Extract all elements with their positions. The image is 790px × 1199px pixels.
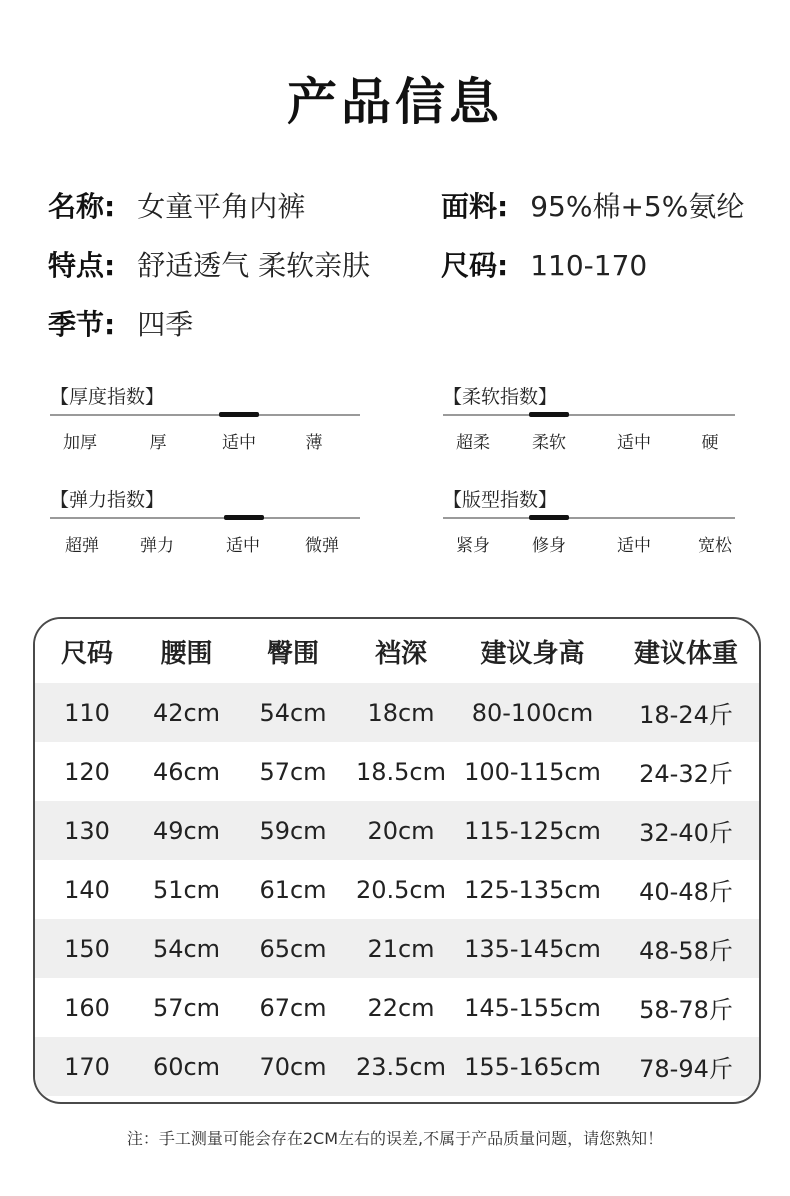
table-cell: 42cm — [152, 698, 221, 727]
softness-index-scale — [443, 414, 735, 416]
thickness-option-2: 厚 — [149, 433, 167, 453]
table-cell: 78-94斤 — [639, 1055, 733, 1083]
thickness-index-title: 【厚度指数】 — [50, 386, 165, 408]
fabric-label: 面料: — [441, 190, 509, 223]
thickness-index-scale — [50, 414, 360, 416]
fit-option-1: 紧身 — [456, 536, 490, 556]
thickness-option-4: 薄 — [305, 433, 323, 453]
thickness-index-marker — [219, 412, 259, 417]
table-cell: 100-115cm — [464, 757, 601, 786]
table-cell: 20cm — [367, 816, 435, 845]
elasticity-option-4: 微弹 — [305, 536, 339, 556]
thickness-option-1: 加厚 — [63, 433, 97, 453]
table-cell: 57cm — [152, 993, 221, 1022]
season-value: 四季 — [137, 308, 194, 341]
softness-index-title: 【柔软指数】 — [443, 386, 558, 408]
table-cell: 58-78斤 — [639, 996, 733, 1024]
header-height: 建议身高 — [480, 638, 585, 669]
table-cell: 57cm — [259, 757, 327, 786]
table-cell: 59cm — [259, 816, 327, 845]
thickness-option-3: 适中 — [222, 433, 256, 453]
table-cell: 20.5cm — [355, 875, 446, 904]
elasticity-index-scale — [50, 517, 360, 519]
thickness-index — [50, 382, 360, 458]
table-cell: 40-48斤 — [639, 878, 733, 906]
feature-value: 舒适透气 柔软亲肤 — [137, 249, 371, 282]
table-row — [35, 978, 759, 1037]
table-row — [35, 919, 759, 978]
fabric-value: 95%棉+5%氨纶 — [530, 190, 745, 223]
fit-index-scale — [443, 517, 735, 519]
table-cell: 60cm — [152, 1052, 221, 1081]
table-cell: 18.5cm — [355, 757, 446, 786]
header-rise: 裆深 — [374, 638, 427, 669]
table-cell: 21cm — [367, 934, 435, 963]
table-cell: 18-24斤 — [639, 701, 733, 729]
elasticity-index-marker — [224, 515, 264, 520]
info-feature — [48, 244, 370, 284]
table-cell: 130 — [64, 816, 110, 845]
table-cell: 22cm — [367, 993, 435, 1022]
table-cell: 115-125cm — [464, 816, 601, 845]
table-cell: 145-155cm — [464, 993, 601, 1022]
table-header — [35, 619, 759, 683]
table-cell: 48-58斤 — [639, 937, 733, 965]
softness-option-1: 超柔 — [456, 433, 490, 453]
table-cell: 61cm — [259, 875, 327, 904]
table-cell: 160 — [64, 993, 110, 1022]
fit-index-marker — [529, 515, 569, 520]
table-cell: 140 — [64, 875, 110, 904]
table-cell: 125-135cm — [464, 875, 601, 904]
table-cell: 24-32斤 — [639, 760, 733, 788]
softness-index-marker — [529, 412, 569, 417]
feature-label: 特点: — [48, 249, 116, 282]
table-cell: 65cm — [259, 934, 327, 963]
info-season — [48, 303, 193, 343]
fit-index-title: 【版型指数】 — [443, 489, 558, 511]
table-cell: 70cm — [259, 1052, 327, 1081]
page-title: 产品信息 — [287, 73, 503, 131]
table-cell: 110 — [64, 698, 110, 727]
fit-index — [443, 485, 735, 561]
table-cell: 135-145cm — [464, 934, 601, 963]
softness-index — [443, 382, 735, 458]
table-cell: 54cm — [259, 698, 327, 727]
table-cell: 67cm — [259, 993, 327, 1022]
season-label: 季节: — [48, 308, 116, 341]
table-cell: 155-165cm — [464, 1052, 601, 1081]
table-cell: 120 — [64, 757, 110, 786]
fit-option-2: 修身 — [532, 536, 566, 556]
table-row — [35, 742, 759, 801]
table-cell: 170 — [64, 1052, 110, 1081]
elasticity-option-2: 弹力 — [140, 536, 174, 556]
softness-option-3: 适中 — [617, 433, 651, 453]
size-label: 尺码: — [441, 249, 509, 282]
table-cell: 46cm — [152, 757, 221, 786]
elasticity-index — [50, 485, 360, 561]
size-table — [33, 617, 761, 1104]
measurement-note: 注：手工测量可能会存在2CM左右的误差,不属于产品质量问题，请您熟知！ — [126, 1129, 664, 1148]
name-label: 名称: — [48, 190, 116, 223]
elasticity-option-3: 适中 — [226, 536, 260, 556]
header-weight: 建议体重 — [633, 638, 738, 669]
table-cell: 51cm — [152, 875, 221, 904]
table-cell: 49cm — [152, 816, 221, 845]
table-row — [35, 860, 759, 919]
table-cell: 54cm — [152, 934, 221, 963]
size-value: 110-170 — [530, 249, 648, 282]
header-waist: 腰围 — [160, 638, 213, 669]
info-name — [48, 185, 305, 225]
header-hip: 臀围 — [266, 638, 319, 669]
table-row — [35, 683, 759, 742]
softness-option-4: 硬 — [701, 433, 719, 453]
softness-option-2: 柔软 — [532, 433, 566, 453]
table-cell: 32-40斤 — [639, 819, 733, 847]
table-row — [35, 801, 759, 860]
fit-option-3: 适中 — [617, 536, 651, 556]
info-fabric — [441, 185, 744, 225]
name-value: 女童平角内裤 — [137, 190, 306, 223]
table-row — [35, 1037, 759, 1096]
table-cell: 18cm — [367, 698, 435, 727]
info-size — [441, 244, 647, 284]
table-cell: 150 — [64, 934, 110, 963]
elasticity-index-title: 【弹力指数】 — [50, 489, 165, 511]
table-cell: 80-100cm — [471, 698, 594, 727]
header-size: 尺码 — [60, 638, 113, 669]
table-cell: 23.5cm — [355, 1052, 446, 1081]
fit-option-4: 宽松 — [698, 536, 732, 556]
elasticity-option-1: 超弹 — [65, 536, 99, 556]
